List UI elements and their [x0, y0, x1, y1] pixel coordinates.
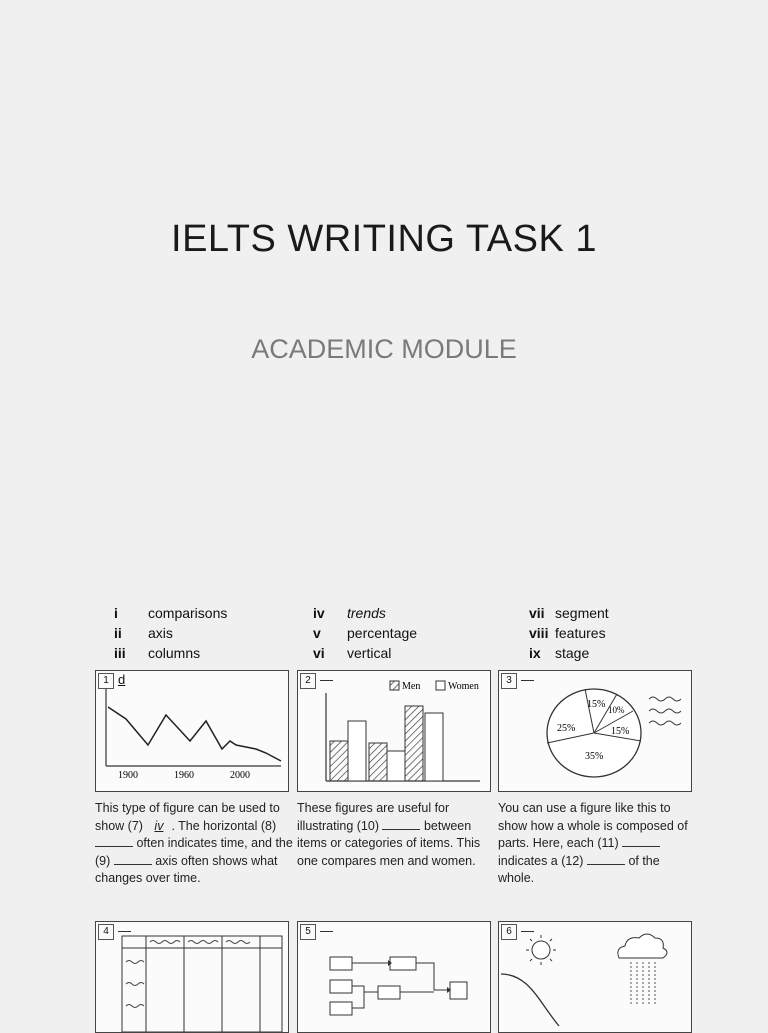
process-diagram-svg [499, 922, 691, 1032]
flow-node [450, 982, 467, 999]
vocab-item: v percentage [313, 625, 418, 641]
legend-swatch-men [390, 681, 399, 690]
figure-2-bar-chart [297, 670, 491, 792]
legend-swatch-women [436, 681, 445, 690]
slice-label: 10% [608, 705, 625, 715]
bar-men [369, 743, 387, 781]
flow-arrow [416, 963, 448, 990]
flow-node [378, 986, 400, 999]
wavy-text-icon [126, 961, 144, 964]
slice-label: 15% [611, 726, 630, 737]
bar-women [387, 751, 405, 781]
wavy-text-icon [649, 721, 681, 725]
wavy-text-icon [226, 941, 250, 944]
bar-chart-svg [298, 671, 490, 791]
wavy-text-icon [126, 983, 144, 986]
x-tick-label: 1960 [174, 770, 194, 781]
answer-blank [587, 854, 625, 865]
figure-number: 3 [501, 673, 517, 689]
answer-blank [95, 836, 133, 847]
wavy-text-icon [188, 941, 218, 944]
flow-node [330, 1002, 352, 1015]
figure-number: 1 [98, 673, 114, 689]
answer-blank [622, 836, 660, 847]
slide-subtitle: ACADEMIC MODULE [251, 334, 517, 364]
figure-answer: — [320, 672, 333, 687]
figure-number: 4 [98, 924, 114, 940]
figure-6-process-diagram [498, 921, 692, 1033]
figure-1-line-graph [95, 670, 289, 792]
wavy-text-icon [649, 697, 681, 701]
bar-men [405, 706, 423, 781]
figure-answer: — [521, 672, 534, 687]
bar-women [425, 713, 443, 781]
trend-line [108, 707, 281, 761]
bar-men [330, 741, 348, 781]
flow-chart-svg [298, 922, 490, 1032]
flow-node [330, 980, 352, 993]
vocab-item: iii columns [114, 645, 201, 661]
figure-2-description: These figures are useful for illustrating (10) between items or categories of items. This one compares men and women. [297, 801, 481, 868]
figure-answer: — [320, 923, 333, 938]
slice-label: 25% [557, 723, 576, 734]
figure-answer: — [521, 923, 534, 938]
flow-node [330, 957, 352, 970]
legend-label-men: Men [402, 681, 421, 692]
legend-label-women: Women [448, 681, 479, 692]
line-graph-svg [96, 671, 288, 791]
vocab-item: vii segment [529, 605, 609, 621]
flow-arrow [352, 992, 364, 1008]
figure-number: 5 [300, 924, 316, 940]
vocab-item: viii features [529, 625, 606, 641]
wavy-text-icon [150, 941, 180, 944]
x-tick-label: 1900 [118, 770, 138, 781]
vocab-item: iv trends [313, 605, 386, 621]
slide-title: IELTS WRITING TASK 1 [171, 218, 597, 260]
answer-blank [382, 819, 420, 830]
vocab-item: ii axis [114, 625, 173, 641]
figure-5-flow-chart [297, 921, 491, 1033]
figure-4-table [95, 921, 289, 1033]
wavy-text-icon [126, 1005, 144, 1008]
slice-label: 35% [585, 751, 604, 762]
vocab-item: vi vertical [313, 645, 392, 661]
figure-answer: — [118, 923, 131, 938]
rain-icon [631, 962, 655, 1004]
vocab-list-1 [114, 603, 227, 663]
figure-number: 2 [300, 673, 316, 689]
vocab-item: i comparisons [114, 605, 228, 621]
pie-chart-svg [499, 671, 691, 791]
vocab-list-3 [529, 603, 609, 663]
vocab-list-2 [313, 603, 417, 663]
hill-line [501, 974, 559, 1026]
answer-blank: iv [154, 818, 164, 833]
flow-arrow [352, 986, 378, 992]
sun-icon [532, 941, 550, 959]
bar-women [348, 721, 366, 781]
figure-number: 6 [501, 924, 517, 940]
x-tick-label: 2000 [230, 770, 250, 781]
cloud-icon [618, 934, 667, 958]
slice-label: 15% [587, 699, 606, 710]
vocab-item: ix stage [529, 645, 590, 661]
figure-3-description: You can use a figure like this to show how a whole is composed of parts. Here, each (11) indicates a (12) of the whole. [498, 801, 688, 885]
table-svg [96, 922, 288, 1032]
answer-blank [114, 854, 152, 865]
figure-answer: d [118, 672, 126, 687]
flow-node [390, 957, 416, 970]
wavy-text-icon [649, 709, 681, 713]
figure-1-description: This type of figure can be used to show (7) iv . The horizontal (8) often indicates time, and the (9) axis often shows what changes over time. [95, 801, 293, 885]
figure-3-pie-chart [498, 670, 692, 792]
